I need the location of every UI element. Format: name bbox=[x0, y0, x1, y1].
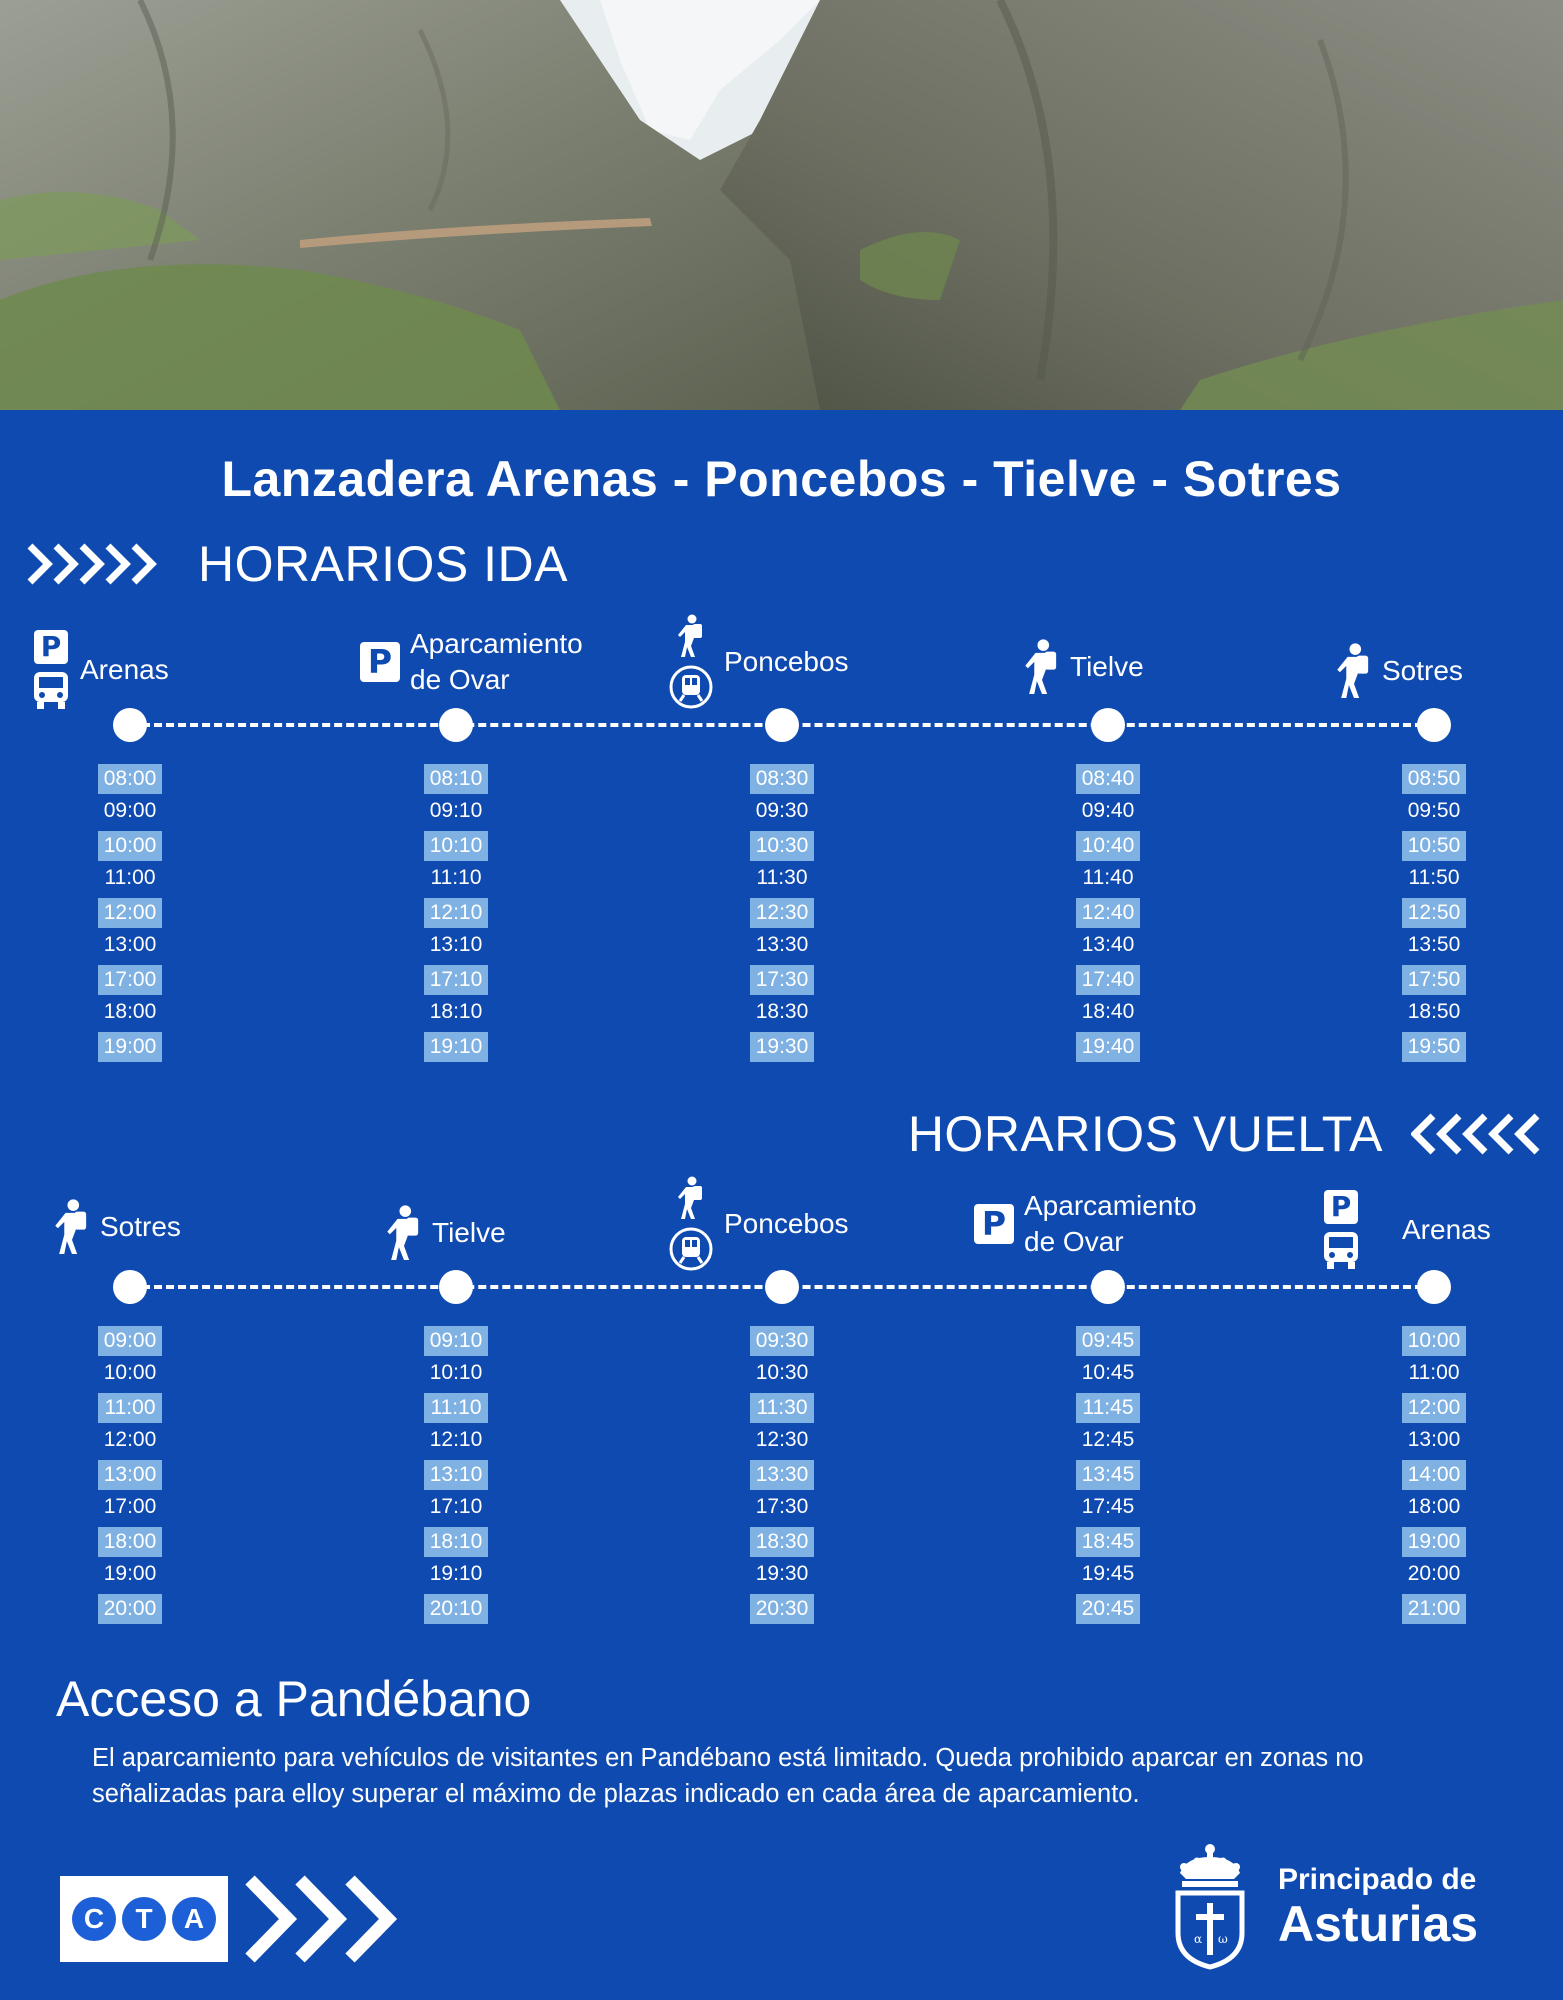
time-cell: 11:00 bbox=[1408, 1360, 1460, 1384]
vuelta-heading bbox=[908, 1105, 1555, 1163]
time-cell: 10:10 bbox=[424, 831, 488, 861]
cta-logo bbox=[60, 1876, 228, 1962]
stop-name: Poncebos bbox=[724, 1208, 849, 1239]
stop-name: Sotres bbox=[100, 1211, 181, 1242]
time-cell: 10:10 bbox=[429, 1360, 483, 1384]
stop-name: Tielve bbox=[432, 1217, 506, 1248]
time-cell: 18:10 bbox=[429, 999, 483, 1023]
time-cell: 13:40 bbox=[1081, 932, 1135, 956]
time-cell: 19:00 bbox=[1402, 1527, 1466, 1557]
time-cell: 17:45 bbox=[1081, 1494, 1135, 1518]
vuelta-times-tielve bbox=[406, 1324, 506, 1626]
time-cell: 10:45 bbox=[1081, 1360, 1135, 1384]
time-cell: 09:00 bbox=[103, 798, 157, 822]
vuelta-times-poncebos bbox=[732, 1324, 832, 1626]
time-cell: 11:10 bbox=[430, 865, 482, 889]
time-cell: 18:40 bbox=[1081, 999, 1135, 1023]
time-cell: 09:30 bbox=[750, 1326, 814, 1356]
time-cell: 14:00 bbox=[1402, 1460, 1466, 1490]
time-cell: 13:00 bbox=[1407, 1427, 1461, 1451]
time-cell: 12:00 bbox=[103, 1427, 157, 1451]
svg-text:α: α bbox=[1194, 1932, 1203, 1946]
time-cell: 08:30 bbox=[750, 764, 814, 794]
time-cell: 20:00 bbox=[98, 1594, 162, 1624]
stop-dot bbox=[1417, 708, 1451, 742]
time-cell: 13:10 bbox=[424, 1460, 488, 1490]
chevrons-left-icon bbox=[1411, 1110, 1555, 1158]
stop-name: Arenas bbox=[80, 654, 169, 685]
vuelta-times-ovar bbox=[1058, 1324, 1158, 1626]
page-title: Lanzadera Arenas - Poncebos - Tielve - Sotres bbox=[221, 451, 1342, 507]
time-cell: 19:40 bbox=[1076, 1032, 1140, 1062]
principado-asturias-logo bbox=[1172, 1843, 1478, 1971]
time-cell: 19:10 bbox=[429, 1561, 483, 1585]
ida-times-sotres bbox=[1384, 762, 1484, 1064]
time-cell: 08:40 bbox=[1076, 764, 1140, 794]
time-cell: 21:00 bbox=[1402, 1594, 1466, 1624]
time-cell: 09:00 bbox=[98, 1326, 162, 1356]
time-cell: 13:50 bbox=[1407, 932, 1461, 956]
acceso-title: Acceso a Pandébano bbox=[56, 1671, 532, 1727]
time-cell: 20:10 bbox=[424, 1594, 488, 1624]
time-cell: 11:00 bbox=[104, 865, 156, 889]
time-cell: 11:30 bbox=[756, 865, 808, 889]
time-cell: 08:00 bbox=[98, 764, 162, 794]
stop-name: Aparcamiento de Ovar bbox=[410, 628, 583, 695]
time-cell: 18:00 bbox=[1407, 1494, 1461, 1518]
time-cell: 12:40 bbox=[1076, 898, 1140, 928]
time-cell: 17:40 bbox=[1076, 965, 1140, 995]
vuelta-stop-sotres bbox=[54, 1196, 181, 1258]
time-cell: 19:00 bbox=[103, 1561, 157, 1585]
svg-text:ω: ω bbox=[1218, 1932, 1228, 1946]
time-cell: 08:50 bbox=[1402, 764, 1466, 794]
vuelta-times-arenas bbox=[1384, 1324, 1484, 1626]
time-cell: 12:00 bbox=[1402, 1393, 1466, 1423]
cta-letter: C bbox=[72, 1897, 116, 1941]
ida-timeline bbox=[130, 708, 1435, 742]
time-cell: 11:30 bbox=[750, 1393, 814, 1423]
bus-icon bbox=[32, 670, 70, 710]
stop-name: Poncebos bbox=[724, 646, 849, 677]
time-cell: 19:30 bbox=[750, 1032, 814, 1062]
time-cell: 13:10 bbox=[429, 932, 483, 956]
principado-line1: Principado de bbox=[1278, 1863, 1477, 1896]
time-cell: 19:10 bbox=[424, 1032, 488, 1062]
time-cell: 10:30 bbox=[750, 831, 814, 861]
time-cell: 18:00 bbox=[103, 999, 157, 1023]
time-cell: 18:00 bbox=[98, 1527, 162, 1557]
hiker-icon bbox=[54, 1196, 90, 1258]
vuelta-times-sotres bbox=[80, 1324, 180, 1626]
stop-dot bbox=[439, 708, 473, 742]
time-cell: 13:00 bbox=[103, 932, 157, 956]
time-cell: 10:00 bbox=[98, 831, 162, 861]
time-cell: 20:30 bbox=[750, 1594, 814, 1624]
parking-icon: P bbox=[974, 1204, 1014, 1244]
time-cell: 11:45 bbox=[1076, 1393, 1140, 1423]
parking-icon: P bbox=[34, 630, 68, 664]
acceso-text: El aparcamiento para vehículos de visitantes en Pandébano está limitado. Queda prohibido aparcar en zonas no señalizadas para elloy superar el máximo de plazas indicado en cada área de aparcamiento. bbox=[92, 1744, 1364, 1808]
stop-name: Aparcamiento de Ovar bbox=[1024, 1190, 1197, 1257]
time-cell: 12:50 bbox=[1402, 898, 1466, 928]
time-cell: 13:45 bbox=[1076, 1460, 1140, 1490]
time-cell: 18:45 bbox=[1076, 1527, 1140, 1557]
stop-dot bbox=[113, 1270, 147, 1304]
time-cell: 18:50 bbox=[1407, 999, 1461, 1023]
time-cell: 17:10 bbox=[424, 965, 488, 995]
hiker-icon bbox=[677, 1176, 705, 1220]
time-cell: 17:10 bbox=[429, 1494, 483, 1518]
cta-letter: T bbox=[122, 1897, 166, 1941]
stop-dot bbox=[439, 1270, 473, 1304]
time-cell: 11:40 bbox=[1082, 865, 1134, 889]
cta-letter: A bbox=[172, 1897, 216, 1941]
time-cell: 17:30 bbox=[755, 1494, 809, 1518]
vuelta-timeline bbox=[130, 1270, 1435, 1304]
time-cell: 20:00 bbox=[1407, 1561, 1461, 1585]
time-cell: 13:00 bbox=[98, 1460, 162, 1490]
train-icon bbox=[668, 1226, 714, 1272]
vuelta-stop-poncebos bbox=[668, 1176, 849, 1272]
hiker-icon bbox=[677, 614, 705, 658]
time-cell: 12:00 bbox=[98, 898, 162, 928]
ida-times-ovar bbox=[406, 762, 506, 1064]
ida-stop-tielve bbox=[1024, 636, 1144, 698]
time-cell: 17:00 bbox=[98, 965, 162, 995]
vuelta-stop-tielve bbox=[386, 1202, 506, 1264]
chevrons-right-icon bbox=[242, 1874, 398, 1964]
time-cell: 10:00 bbox=[103, 1360, 157, 1384]
time-cell: 20:45 bbox=[1076, 1594, 1140, 1624]
train-icon bbox=[668, 664, 714, 710]
time-cell: 13:30 bbox=[755, 932, 809, 956]
stop-dot bbox=[113, 708, 147, 742]
time-cell: 09:10 bbox=[429, 798, 483, 822]
stop-dot bbox=[765, 1270, 799, 1304]
stop-name: Tielve bbox=[1070, 651, 1144, 682]
stop-name: Sotres bbox=[1382, 655, 1463, 686]
time-cell: 17:50 bbox=[1402, 965, 1466, 995]
bus-icon bbox=[1322, 1230, 1360, 1270]
time-cell: 09:50 bbox=[1407, 798, 1461, 822]
stop-dot bbox=[1417, 1270, 1451, 1304]
time-cell: 11:00 bbox=[98, 1393, 162, 1423]
time-cell: 08:10 bbox=[424, 764, 488, 794]
time-cell: 19:30 bbox=[755, 1561, 809, 1585]
stop-dot bbox=[765, 708, 799, 742]
ida-heading-label: HORARIOS IDA bbox=[198, 536, 568, 592]
time-cell: 18:10 bbox=[424, 1527, 488, 1557]
time-cell: 13:30 bbox=[750, 1460, 814, 1490]
hiker-icon bbox=[1024, 636, 1060, 698]
ida-stop-poncebos bbox=[668, 614, 849, 710]
ida-stop-arenas bbox=[32, 630, 169, 710]
vuelta-heading-label: HORARIOS VUELTA bbox=[907, 1106, 1383, 1162]
ida-heading bbox=[26, 535, 568, 593]
hiker-icon bbox=[1336, 640, 1372, 702]
time-cell: 09:10 bbox=[424, 1326, 488, 1356]
time-cell: 10:30 bbox=[755, 1360, 809, 1384]
time-cell: 12:10 bbox=[429, 1427, 483, 1451]
time-cell: 19:50 bbox=[1402, 1032, 1466, 1062]
stop-dot bbox=[1091, 708, 1125, 742]
time-cell: 19:45 bbox=[1081, 1561, 1135, 1585]
coat-of-arms-icon bbox=[1172, 1843, 1248, 1971]
stop-name: Arenas bbox=[1402, 1214, 1491, 1245]
time-cell: 10:50 bbox=[1402, 831, 1466, 861]
principado-line2: Asturias bbox=[1278, 1896, 1479, 1952]
time-cell: 12:45 bbox=[1081, 1427, 1135, 1451]
ida-times-tielve bbox=[1058, 762, 1158, 1064]
time-cell: 18:30 bbox=[755, 999, 809, 1023]
time-cell: 12:30 bbox=[750, 898, 814, 928]
hiker-icon bbox=[386, 1202, 422, 1264]
ida-stop-ovar bbox=[360, 626, 583, 698]
chevrons-right-icon bbox=[26, 540, 170, 588]
ida-times-poncebos bbox=[732, 762, 832, 1064]
time-cell: 11:10 bbox=[424, 1393, 488, 1423]
hero-photo-mountain-gorge bbox=[0, 0, 1563, 410]
time-cell: 17:30 bbox=[750, 965, 814, 995]
time-cell: 10:00 bbox=[1402, 1326, 1466, 1356]
time-cell: 11:50 bbox=[1408, 865, 1460, 889]
parking-icon: P bbox=[360, 642, 400, 682]
time-cell: 09:40 bbox=[1081, 798, 1135, 822]
time-cell: 17:00 bbox=[103, 1494, 157, 1518]
time-cell: 12:30 bbox=[755, 1427, 809, 1451]
ida-times-arenas bbox=[80, 762, 180, 1064]
time-cell: 12:10 bbox=[424, 898, 488, 928]
time-cell: 19:00 bbox=[98, 1032, 162, 1062]
time-cell: 09:45 bbox=[1076, 1326, 1140, 1356]
time-cell: 09:30 bbox=[755, 798, 809, 822]
time-cell: 10:40 bbox=[1076, 831, 1140, 861]
time-cell: 18:30 bbox=[750, 1527, 814, 1557]
ida-stop-sotres bbox=[1336, 640, 1463, 702]
parking-icon: P bbox=[1324, 1190, 1358, 1224]
vuelta-stop-arenas bbox=[1322, 1190, 1491, 1270]
stop-dot bbox=[1091, 1270, 1125, 1304]
vuelta-stop-ovar bbox=[974, 1188, 1197, 1260]
